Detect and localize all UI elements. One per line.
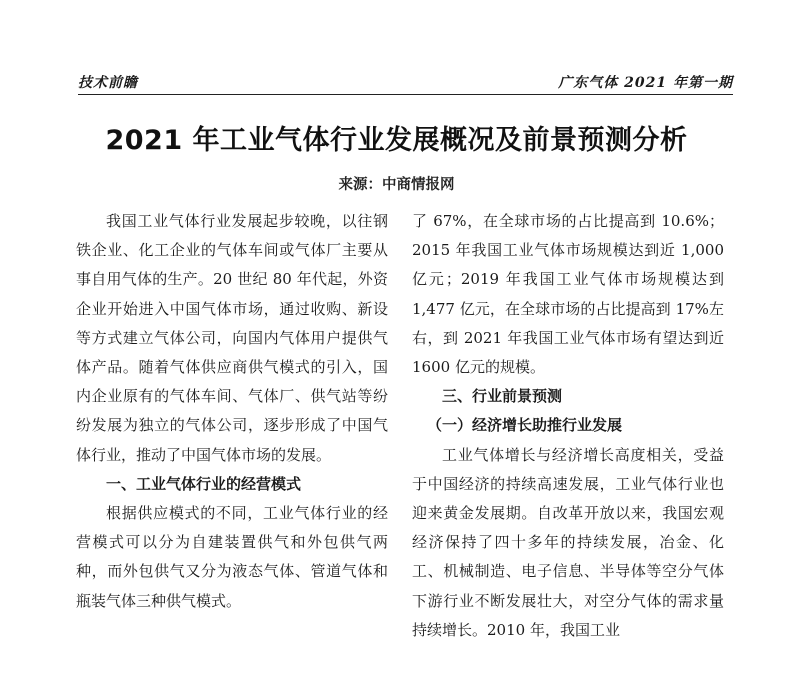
article-title: 2021 年工业气体行业发展概况及前景预测分析 bbox=[105, 125, 688, 156]
left-column bbox=[76, 207, 388, 616]
issue-label: 广东气体 2021 年第一期 bbox=[558, 75, 733, 91]
right-column bbox=[412, 207, 724, 645]
intro-paragraph: 我国工业气体行业发展起步较晚，以往钢铁企业、化工企业的气体车间或气体厂主要从事自用气体的生产。20 世纪 80 年代起，外资企业开始进入中国气体市场，通过收购、新设等方式建立气体公司，向国内气体用户提供气体产品。随着气体供应商供气模式的引入，国内企业原有的气体车间、气体厂、供气站等纷纷发展为独立的气体公司，逐步形成了中国气体行业，推动了中国气体市场的发展。 bbox=[76, 212, 388, 464]
section-label: 技术前瞻 bbox=[78, 75, 138, 91]
article-source: 来源：中商情报网 bbox=[338, 177, 455, 193]
section-heading-outlook: 三、行业前景预测 bbox=[442, 387, 563, 406]
market-size-paragraph: 了 67%，在全球市场的占比提高到 10.6%；2015 年我国工业气体市场规模达到近 1,000 亿元；2019 年我国工业气体市场规模达到 1,477 亿元，在全球市场的占比提高到 17%左右，到 2021 年我国工业气体市场有望达到近 1600 亿元的规模。 bbox=[412, 212, 724, 377]
business-model-paragraph: 根据供应模式的不同，工业气体行业的经营模式可以分为自建装置供气和外包供气两种，而外包供气又分为液态气体、管道气体和瓶装气体三种供气模式。 bbox=[76, 504, 388, 610]
section-heading-business-model: 一、工业气体行业的经营模式 bbox=[106, 474, 302, 493]
growth-paragraph: 工业气体增长与经济增长高度相关，受益于中国经济的持续高速发展，工业气体行业也迎来黄金发展期。自改革开放以来，我国宏观经济保持了四十多年的持续发展，冶金、化工、机械制造、电子信息、半导体等空分气体下游行业不断发展壮大，对空分气体的需求量持续增长。2010 年，我国工业 bbox=[412, 445, 724, 639]
page-header bbox=[78, 72, 733, 95]
subsection-heading-growth: （一）经济增长助推行业发展 bbox=[427, 416, 623, 435]
